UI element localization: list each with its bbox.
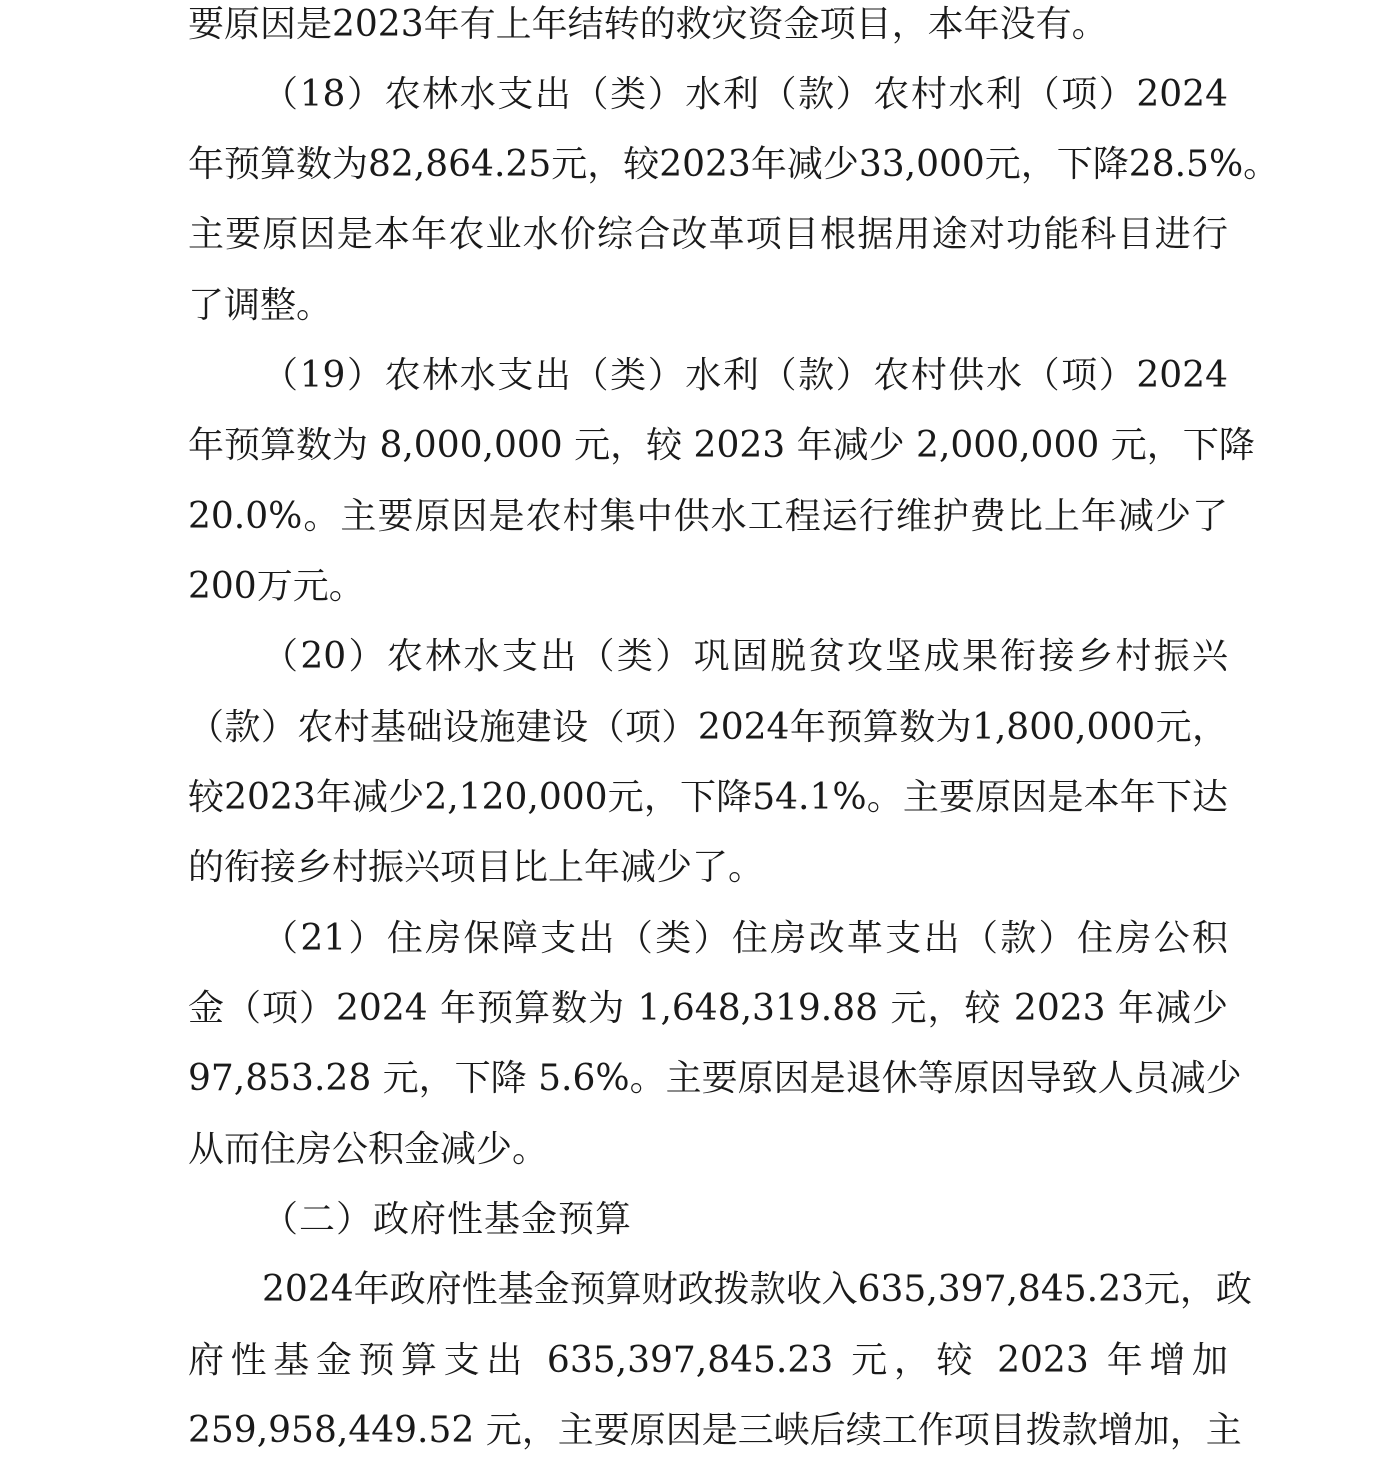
- paragraph-line: （20）农林水支出（类）巩固脱贫攻坚成果衔接乡村振兴: [262, 636, 1228, 677]
- paragraph-line: 20.0%。主要原因是农村集中供水工程运行维护费比上年减少了: [188, 496, 1228, 537]
- paragraph-line: 主要原因是本年农业水价综合改革项目根据用途对功能科目进行: [188, 214, 1228, 255]
- paragraph-line: （款）农村基础设施建设（项）2024年预算数为1,800,000元，: [188, 707, 1228, 748]
- paragraph-line: 要原因是2023年有上年结转的救灾资金项目，本年没有。: [188, 4, 1108, 45]
- paragraph-line: 从而住房公积金减少。: [188, 1129, 549, 1170]
- paragraph-line: 府性基金预算支出 635,397,845.23 元，较 2023 年增加: [188, 1340, 1228, 1381]
- paragraph-line: 的衔接乡村振兴项目比上年减少了。: [188, 847, 765, 888]
- paragraph-line: 年预算数为 8,000,000 元，较 2023 年减少 2,000,000 元，下降: [188, 425, 1255, 466]
- paragraph-line: 97,853.28 元，下降 5.6%。主要原因是退休等原因导致人员减少: [188, 1058, 1242, 1099]
- section-heading: （二）政府性基金预算: [262, 1199, 633, 1240]
- paragraph-line: （18）农林水支出（类）水利（款）农村水利（项）2024: [262, 74, 1228, 115]
- paragraph-line: 较2023年减少2,120,000元，下降54.1%。主要原因是本年下达: [188, 777, 1228, 818]
- paragraph-line: 年预算数为82,864.25元，较2023年减少33,000元，下降28.5%。: [188, 144, 1280, 185]
- paragraph-line: 了调整。: [188, 285, 333, 326]
- paragraph-line: 200万元。: [188, 566, 365, 607]
- paragraph-line: 2024年政府性基金预算财政拨款收入635,397,845.23元，政: [262, 1269, 1252, 1310]
- paragraph-line: 金（项）2024 年预算数为 1,648,319.88 元，较 2023 年减少: [188, 988, 1228, 1029]
- paragraph-line: 259,958,449.52 元，主要原因是三峡后续工作项目拨款增加，主: [188, 1410, 1242, 1451]
- paragraph-line: （19）农林水支出（类）水利（款）农村供水（项）2024: [262, 355, 1228, 396]
- paragraph-line: （21）住房保障支出（类）住房改革支出（款）住房公积: [262, 918, 1228, 959]
